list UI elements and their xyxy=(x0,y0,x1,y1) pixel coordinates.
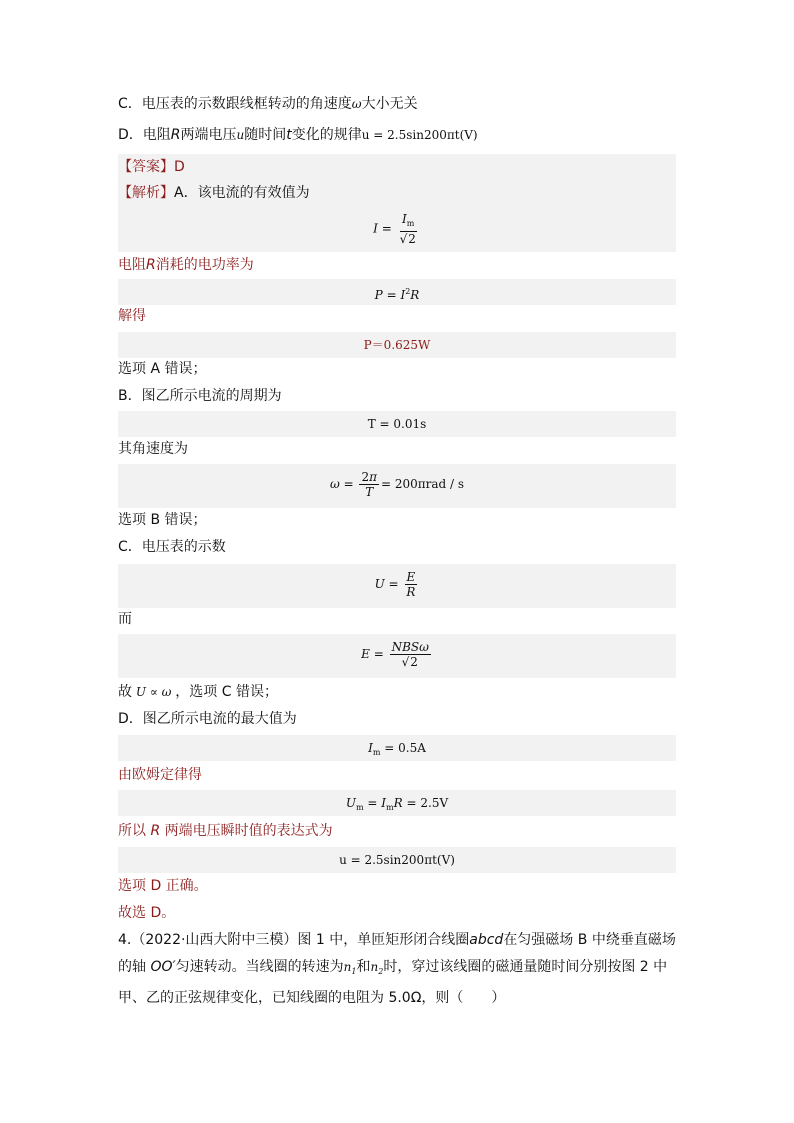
d-option-mid3: 变化的规律 xyxy=(291,127,362,143)
u-proportional-omega: U ∝ ω xyxy=(132,685,176,699)
r-symbol-2: R xyxy=(146,257,156,273)
answer-text: 【答案】D xyxy=(118,159,185,175)
omega-symbol: ω xyxy=(351,97,362,111)
r-symbol-3: R xyxy=(146,823,165,839)
omega-eq: ω = $\frac{2\pi}{T}$ = 200πrad / s xyxy=(329,470,465,499)
r-symbol: R xyxy=(170,127,181,143)
question-4-line-1 xyxy=(118,927,678,954)
ohm-line xyxy=(118,762,202,788)
so-text: 所以 xyxy=(118,823,146,839)
d-correct-line xyxy=(118,873,208,899)
analysis-text: A．该电流的有效值为 xyxy=(174,185,310,201)
abcd-symbol: abcd xyxy=(469,932,504,948)
a-wrong-text: 选项 A 错误； xyxy=(118,361,207,377)
e-eq-block xyxy=(118,634,676,678)
u-symbol: u xyxy=(236,128,245,142)
b-wrong-text: 选项 B 错误； xyxy=(118,512,207,528)
d-max-text: D．图乙所示电流的最大值为 xyxy=(118,711,297,727)
analysis-tag: 【解析】 xyxy=(118,185,174,201)
choose-d-text: 故选 D。 xyxy=(118,905,176,921)
um-eq-value: = 2.5V xyxy=(406,796,449,810)
choose-d-line xyxy=(118,900,175,926)
angular-text: 其角速度为 xyxy=(118,441,188,457)
ohm-text: 由欧姆定律得 xyxy=(118,767,202,783)
omega-eq-block xyxy=(118,464,676,508)
question-4-line-2: 的轴 OO′匀速转动。当线圈的转速为$n_1$和$n_2$时，穿过该线圈的磁通量随时间分别按图 2 中 xyxy=(118,959,668,976)
d-max-line xyxy=(118,706,297,732)
power-text: 电阻 xyxy=(118,257,146,273)
q4-line2-c: 时，穿过该线圈的磁通量随时间分别按图 2 中 xyxy=(383,959,668,975)
c-option-tail: 大小无关 xyxy=(361,96,418,112)
power-text-2: 消耗的电功率为 xyxy=(155,257,254,273)
power-text-line xyxy=(118,252,254,278)
c-wrong-pre: 故 xyxy=(118,684,132,700)
u-eq-block xyxy=(118,564,676,608)
d-option-mid: 两端电压 xyxy=(180,127,237,143)
um-eq-block xyxy=(118,790,676,816)
q4-line1-b: 在匀强磁场 B 中绕垂直磁场 xyxy=(503,932,676,948)
b-wrong-line xyxy=(118,507,207,533)
im-eq-value: = 0.5A xyxy=(384,741,426,755)
c-option-line xyxy=(118,91,418,117)
c-reading-text: C．电压表的示数 xyxy=(118,539,226,555)
e-eq: E = $\frac{\text{NBSω}}{√2}$ xyxy=(361,640,429,669)
p-value-eq: P＝0.625W xyxy=(363,338,431,352)
solve-line xyxy=(118,303,146,329)
b-period-text: B．图乙所示电流的周期为 xyxy=(118,388,282,404)
power-eq: $P = I^2R$ xyxy=(374,287,420,302)
u-over-r-eq: U = $\frac{E}{R}$ xyxy=(374,570,416,599)
c-reading-line xyxy=(118,534,226,560)
t-eq-block xyxy=(118,411,676,437)
d-option-equation: u = 2.5sin200πt(V) xyxy=(361,128,478,142)
question-4-line-3 xyxy=(118,985,678,1012)
power-eq-block xyxy=(118,279,676,305)
answer-line xyxy=(118,154,676,180)
c-wrong-line xyxy=(118,679,278,705)
u-instant-eq: u = 2.5sin200πt(V) xyxy=(339,853,455,867)
u-instant-eq-block xyxy=(118,847,676,873)
im-eq-block xyxy=(118,735,676,761)
p-value-block xyxy=(118,332,676,358)
t-symbol: t xyxy=(286,127,292,143)
n1-n2-symbols: $n_1$ xyxy=(343,960,357,976)
q4-line2-b: 匀速转动。当线圈的转速为 xyxy=(175,959,344,975)
q4-line1-a: 4.（2022·山西大附中三模）图 1 中，单匝矩形闭合线圈 xyxy=(118,932,470,948)
omega-eq-right: = 200πrad / s xyxy=(380,477,465,491)
angular-line xyxy=(118,436,188,462)
im-eq: $I_m = 0.5A$ xyxy=(368,741,426,757)
solve-text: 解得 xyxy=(118,308,146,324)
question-4 xyxy=(118,927,678,1012)
and-line xyxy=(118,606,132,632)
effective-value-eq: I = $\frac{I_m}{√2}$ xyxy=(373,212,416,246)
c-option-text: C．电压表的示数跟线框转动的角速度 xyxy=(118,96,352,112)
so-tail: 两端电压瞬时值的表达式为 xyxy=(164,823,333,839)
c-wrong-post: ，选项 C 错误； xyxy=(175,684,278,700)
d-option-mid2: 随时间 xyxy=(244,127,287,143)
so-line xyxy=(118,818,333,844)
effective-value-eq-block xyxy=(118,206,676,252)
and-text: 而 xyxy=(118,611,132,627)
d-option-line xyxy=(118,122,478,148)
t-eq: T = 0.01s xyxy=(367,417,427,431)
b-period-line xyxy=(118,383,282,409)
um-eq: $U_m = I_mR = 2.5V$ xyxy=(345,796,449,812)
q4-line3: 甲、乙的正弦规律变化，已知线圈的电阻为 5.0Ω，则（ ） xyxy=(118,990,506,1006)
d-option-text: D．电阻 xyxy=(118,127,171,143)
analysis-line xyxy=(118,180,676,206)
a-wrong-line xyxy=(118,356,206,382)
axis-symbol: OO′ xyxy=(146,959,176,975)
q4-line2-a: 的轴 xyxy=(118,959,146,975)
d-correct-text: 选项 D 正确。 xyxy=(118,878,208,894)
